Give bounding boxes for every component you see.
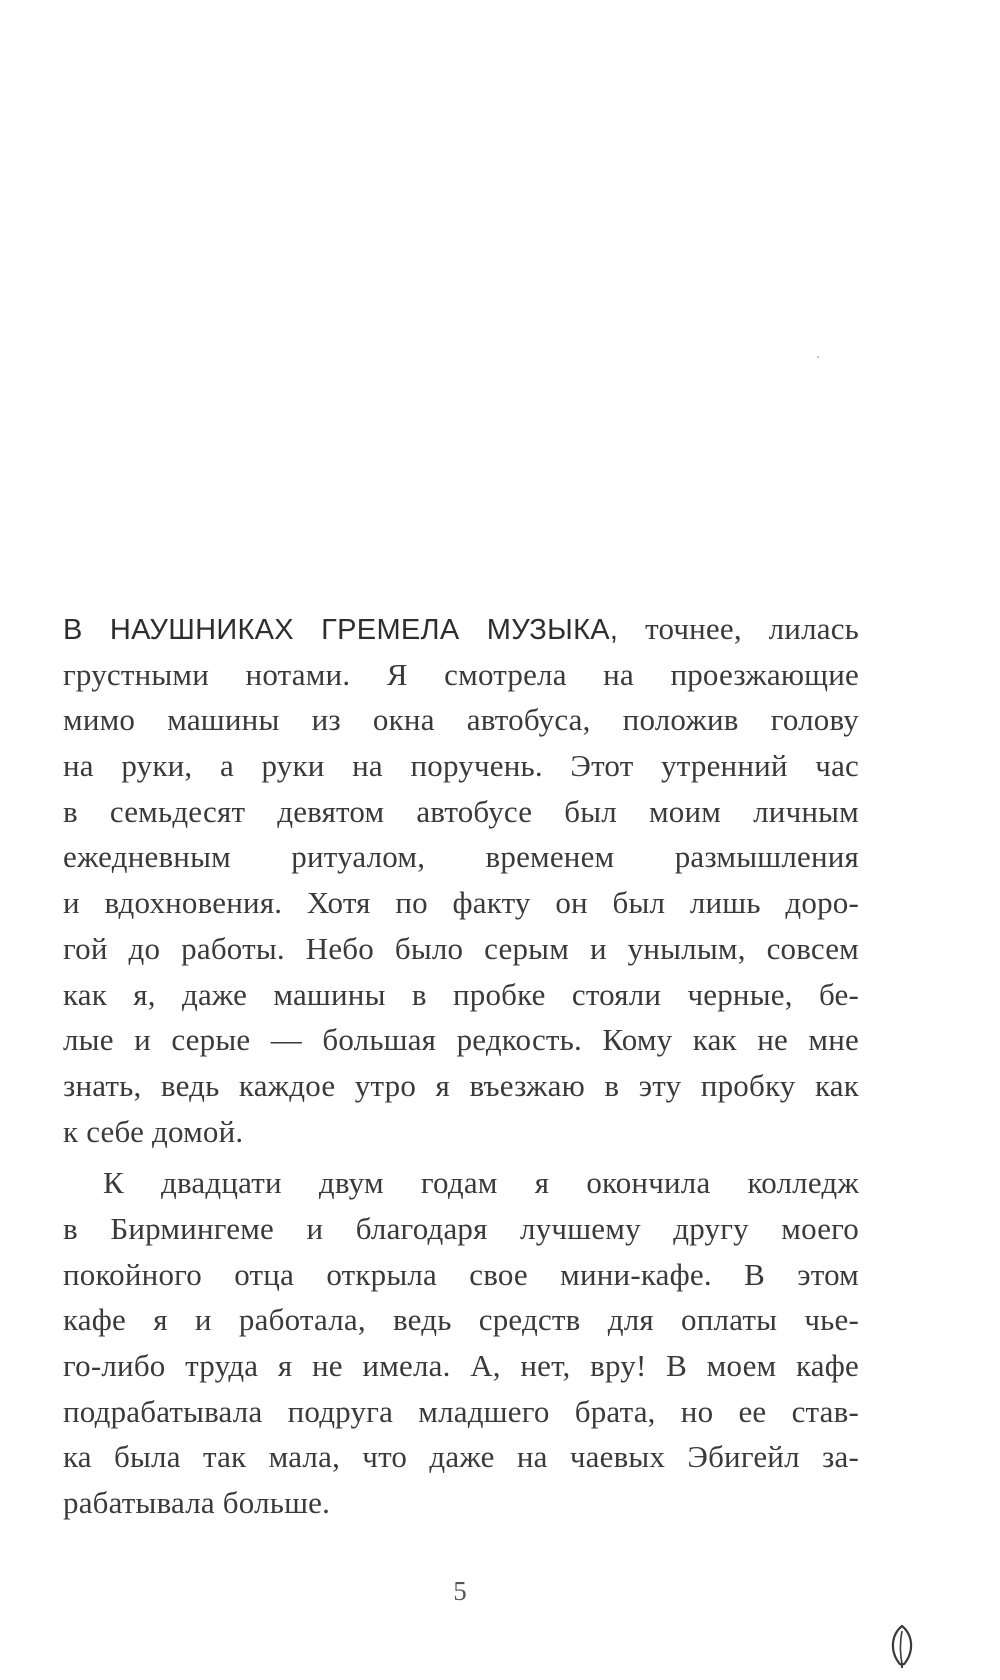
text-line: грустными нотами. Я смотрела на проезжающие xyxy=(63,656,859,692)
text-line: ежедневным ритуалом, временем размышления xyxy=(63,839,859,875)
text-line: в Бирмингеме и благодаря лучшему другу моего xyxy=(63,1210,859,1246)
text-line: го-либо труда я не имела. А, нет, вру! В моем кафе xyxy=(63,1348,859,1383)
text-fragment: точнее, лилась xyxy=(645,611,859,646)
text-line: подрабатывала подруга младшего брата, но ее став- xyxy=(63,1393,859,1429)
leaf-icon xyxy=(888,1623,916,1669)
lead-in-caps: В НАУШНИКАХ ГРЕМЕЛА МУЗЫКА, xyxy=(63,614,619,646)
text-line: рабатывала больше. xyxy=(63,1485,331,1521)
text-line: на руки, а руки на поручень. Этот утренний час xyxy=(63,748,859,784)
text-line: как я, даже машины в пробке стояли черные, бе- xyxy=(63,976,859,1012)
text-line: лые и серые — большая редкость. Кому как не мне xyxy=(63,1022,859,1058)
text-line: знать, ведь каждое утро я въезжаю в эту пробку как xyxy=(63,1067,859,1103)
text-line: мимо машины из окна автобуса, положив голову xyxy=(63,702,859,738)
text-line: кафе я и работала, ведь средств для оплаты чье- xyxy=(63,1302,859,1338)
text-line: и вдохновения. Хотя по факту он был лишь доро- xyxy=(63,885,859,921)
text-line: ка была так мала, что даже на чаевых Эбигейл за- xyxy=(63,1439,859,1475)
paper-speck xyxy=(817,356,819,358)
text-line: в семьдесят девятом автобусе был моим личным xyxy=(63,793,859,829)
text-line xyxy=(63,606,859,652)
body-text xyxy=(63,606,859,1526)
text-line: покойного отца открыла свое мини-кафе. В этом xyxy=(63,1256,859,1292)
page-number: 5 xyxy=(453,1576,467,1606)
text-line: к себе домой. xyxy=(63,1113,244,1149)
text-line: К двадцати двум годам я окончила колледж xyxy=(103,1165,859,1201)
text-line: гой до работы. Небо было серым и унылым, совсем xyxy=(63,930,859,966)
